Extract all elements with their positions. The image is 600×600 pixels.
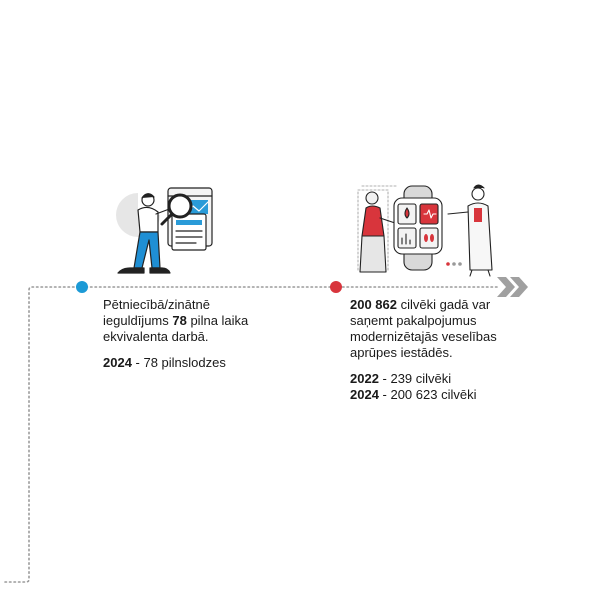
item-stat: 2024 - 78 pilnslodzes (103, 355, 226, 370)
item-stat: 2024 - 200 623 cilvēki (350, 387, 477, 402)
timeline-item-healthcare (350, 297, 510, 403)
double-chevron-right-icon (497, 277, 528, 297)
item-description: Pētniecībā/zinātnē ieguldījums 78 pilna laika ekvivalenta darbā. (103, 297, 249, 344)
smartwatch-health-icon (358, 185, 492, 276)
item-stat: 2022 - 239 cilvēki (350, 371, 452, 386)
timeline-item-research (103, 297, 253, 371)
timeline-dot (330, 281, 342, 293)
timeline-dot (76, 281, 88, 293)
item-description: 200 862 cilvēki gadā var saņemt pakalpojumus modernizētajās veselības aprūpes iestādēs. (350, 297, 497, 360)
analyst-with-magnifier-icon (116, 188, 212, 273)
